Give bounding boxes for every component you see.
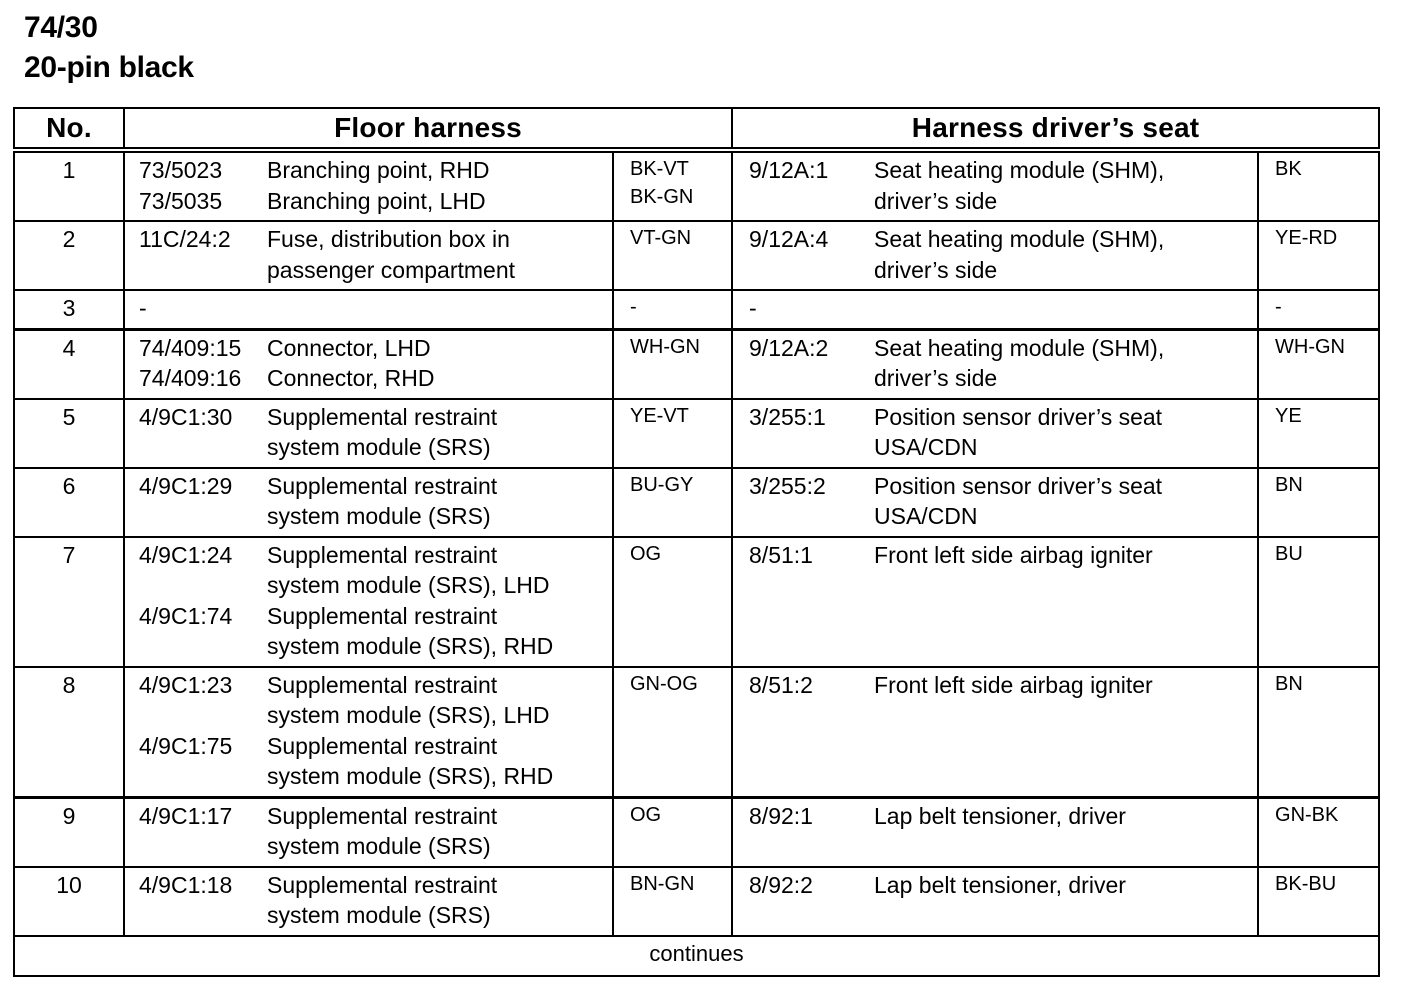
seat-ref — [732, 221, 874, 290]
floor-ref — [124, 537, 267, 667]
seat-desc — [874, 468, 1258, 537]
seat-ref — [732, 290, 874, 329]
floor-desc — [267, 221, 613, 290]
floor-desc-line: Supplemental restraint — [267, 472, 498, 499]
seat-wire-color — [1258, 399, 1379, 468]
seat-wire-color-line: - — [1275, 296, 1282, 318]
floor-desc-line: Branching point, RHD — [267, 157, 490, 183]
seat-ref-line: - — [749, 295, 757, 321]
seat-ref-line: 8/51:1 — [749, 541, 813, 568]
floor-desc — [267, 797, 613, 867]
seat-desc — [874, 290, 1258, 329]
seat-wire-color — [1258, 797, 1379, 867]
floor-desc — [267, 329, 613, 399]
floor-ref — [124, 329, 267, 399]
floor-desc-line: system module (SRS), RHD — [267, 633, 554, 659]
seat-ref — [732, 468, 874, 537]
seat-desc-line: USA/CDN — [874, 434, 978, 460]
floor-ref-line: 73/5035 — [139, 187, 223, 214]
floor-ref-line: 4/9C1:24 — [139, 541, 233, 568]
floor-wire-color-line: GN-OG — [630, 672, 698, 695]
pin-number: 6 — [14, 468, 124, 537]
seat-wire-color — [1258, 329, 1379, 399]
table-row — [14, 867, 1379, 936]
seat-ref — [732, 797, 874, 867]
floor-ref-line: 4/9C1:74 — [139, 602, 233, 629]
floor-desc-line: passenger compartment — [267, 256, 516, 283]
floor-desc-line: Connector, LHD — [267, 334, 431, 361]
footer-row — [14, 936, 1379, 976]
seat-desc-line: driver’s side — [874, 187, 998, 214]
floor-wire-color-line: - — [630, 296, 637, 318]
seat-desc-line: Lap belt tensioner, driver — [874, 802, 1126, 829]
seat-ref — [732, 150, 874, 221]
floor-desc-line: Branching point, LHD — [267, 187, 486, 214]
seat-ref-line: 9/12A:1 — [749, 157, 829, 183]
pin-number: 3 — [14, 290, 124, 329]
floor-wire-color — [613, 221, 732, 290]
seat-wire-color — [1258, 468, 1379, 537]
header-seat-harness: Harness driver’s seat — [732, 108, 1379, 150]
floor-desc-line: system module (SRS) — [267, 902, 491, 928]
table-body — [14, 150, 1379, 936]
seat-wire-color — [1258, 290, 1379, 329]
table-row — [14, 329, 1379, 399]
floor-desc-line: Supplemental restraint — [267, 602, 498, 629]
table-row — [14, 797, 1379, 867]
floor-desc-line: system module (SRS), LHD — [267, 572, 550, 598]
floor-ref — [124, 667, 267, 798]
floor-desc-line: Supplemental restraint — [267, 671, 498, 698]
floor-wire-color-line: BK-GN — [630, 186, 694, 208]
floor-desc-line: Supplemental restraint — [267, 871, 498, 898]
seat-desc — [874, 867, 1258, 936]
floor-ref-line — [139, 700, 267, 731]
floor-ref-line: 74/409:15 — [139, 334, 242, 361]
floor-desc — [267, 867, 613, 936]
floor-desc-line: Fuse, distribution box in — [267, 226, 510, 252]
seat-desc — [874, 329, 1258, 399]
floor-ref — [124, 221, 267, 290]
floor-ref-line: 4/9C1:75 — [139, 732, 233, 759]
floor-ref-line — [139, 570, 267, 601]
floor-ref — [124, 290, 267, 329]
pin-number: 1 — [14, 150, 124, 221]
floor-desc-line: system module (SRS) — [267, 503, 491, 529]
seat-desc-line: Lap belt tensioner, driver — [874, 871, 1126, 898]
seat-wire-color-line: WH-GN — [1275, 335, 1345, 358]
seat-ref — [732, 537, 874, 667]
pin-number: 7 — [14, 537, 124, 667]
table-row — [14, 399, 1379, 468]
seat-wire-color-line: YE-RD — [1275, 227, 1338, 249]
floor-ref-line: 73/5023 — [139, 157, 223, 183]
table-row — [14, 150, 1379, 221]
floor-desc-line: Connector, RHD — [267, 365, 435, 391]
floor-wire-color-line: BN-GN — [630, 872, 695, 895]
floor-desc — [267, 290, 613, 329]
seat-ref-line: 9/12A:2 — [749, 334, 829, 361]
floor-desc-line: system module (SRS), RHD — [267, 763, 554, 789]
pin-number: 10 — [14, 867, 124, 936]
seat-ref-line: 8/92:1 — [749, 802, 813, 829]
connector-id-title: 74/30 — [24, 11, 98, 44]
seat-desc-line: Front left side airbag igniter — [874, 541, 1153, 568]
floor-ref — [124, 399, 267, 468]
seat-wire-color-line: GN-BK — [1275, 803, 1339, 826]
floor-wire-color-line: BK-VT — [630, 158, 689, 180]
floor-wire-color — [613, 290, 732, 329]
seat-desc — [874, 221, 1258, 290]
floor-desc — [267, 537, 613, 667]
floor-wire-color-line: VT-GN — [630, 227, 692, 249]
floor-ref-line: 4/9C1:29 — [139, 472, 233, 499]
seat-desc-line: Seat heating module (SHM), — [874, 334, 1165, 361]
seat-desc-line: driver’s side — [874, 365, 998, 391]
floor-wire-color-line: WH-GN — [630, 335, 700, 358]
seat-ref-line: 3/255:2 — [749, 472, 826, 499]
seat-wire-color-line: YE — [1275, 404, 1302, 427]
floor-desc — [267, 399, 613, 468]
seat-desc — [874, 537, 1258, 667]
table-row — [14, 221, 1379, 290]
header-no: No. — [14, 108, 124, 150]
floor-wire-color — [613, 867, 732, 936]
table-header-row — [14, 108, 1379, 150]
floor-ref-line: 74/409:16 — [139, 365, 242, 391]
pin-number: 9 — [14, 797, 124, 867]
seat-wire-color-line: BN — [1275, 473, 1303, 496]
seat-ref-line: 8/51:2 — [749, 671, 813, 698]
floor-desc-line: Supplemental restraint — [267, 541, 498, 568]
seat-ref — [732, 399, 874, 468]
seat-wire-color — [1258, 221, 1379, 290]
continues-note: continues — [14, 936, 1379, 976]
floor-wire-color — [613, 399, 732, 468]
floor-desc — [267, 468, 613, 537]
floor-ref — [124, 468, 267, 537]
seat-wire-color-line: BK-BU — [1275, 872, 1337, 895]
seat-ref — [732, 867, 874, 936]
seat-desc-line: Position sensor driver’s seat — [874, 403, 1163, 430]
floor-wire-color-line: OG — [630, 803, 662, 826]
floor-desc-line: Supplemental restraint — [267, 802, 498, 829]
table-row — [14, 667, 1379, 798]
pin-number: 8 — [14, 667, 124, 798]
seat-ref-line: 9/12A:4 — [749, 226, 829, 252]
seat-wire-color — [1258, 667, 1379, 798]
seat-desc — [874, 667, 1258, 798]
seat-ref-line: 3/255:1 — [749, 403, 826, 430]
seat-wire-color-line: BU — [1275, 542, 1303, 565]
floor-ref — [124, 150, 267, 221]
floor-ref-line: 4/9C1:18 — [139, 871, 233, 898]
floor-wire-color-line: BU-GY — [630, 473, 694, 496]
seat-desc — [874, 399, 1258, 468]
floor-wire-color-line: OG — [630, 542, 662, 565]
floor-ref-line: 4/9C1:23 — [139, 671, 233, 698]
floor-ref — [124, 867, 267, 936]
table-row — [14, 537, 1379, 667]
seat-desc — [874, 797, 1258, 867]
floor-wire-color — [613, 667, 732, 798]
seat-wire-color — [1258, 537, 1379, 667]
pin-number: 2 — [14, 221, 124, 290]
pin-number: 4 — [14, 329, 124, 399]
floor-desc-line: system module (SRS) — [267, 833, 491, 859]
seat-wire-color — [1258, 150, 1379, 221]
seat-ref-line: 8/92:2 — [749, 871, 813, 898]
seat-wire-color-line: BK — [1275, 158, 1302, 180]
seat-wire-color — [1258, 867, 1379, 936]
seat-desc-line: USA/CDN — [874, 503, 978, 529]
seat-desc-line: Seat heating module (SHM), — [874, 157, 1165, 183]
seat-desc-line: Position sensor driver’s seat — [874, 472, 1163, 499]
floor-wire-color — [613, 797, 732, 867]
floor-wire-color-line: YE-VT — [630, 404, 689, 427]
pin-assignment-table — [13, 107, 1380, 977]
table-row — [14, 290, 1379, 329]
table-row — [14, 468, 1379, 537]
floor-wire-color — [613, 150, 732, 221]
header-floor-harness: Floor harness — [124, 108, 732, 150]
floor-ref-line: - — [139, 295, 147, 321]
seat-desc-line: driver’s side — [874, 256, 998, 283]
floor-ref — [124, 797, 267, 867]
floor-ref-line: 4/9C1:30 — [139, 403, 233, 430]
floor-desc-line: Supplemental restraint — [267, 403, 498, 430]
floor-wire-color — [613, 537, 732, 667]
floor-desc — [267, 667, 613, 798]
floor-desc-line: system module (SRS) — [267, 434, 491, 460]
floor-desc-line: Supplemental restraint — [267, 732, 498, 759]
connector-type-title: 20-pin black — [24, 51, 194, 84]
seat-wire-color-line: BN — [1275, 672, 1303, 695]
floor-ref-line: 11C/24:2 — [139, 226, 231, 252]
floor-desc — [267, 150, 613, 221]
seat-ref — [732, 667, 874, 798]
pin-number: 5 — [14, 399, 124, 468]
floor-ref-line: 4/9C1:17 — [139, 802, 233, 829]
seat-desc — [874, 150, 1258, 221]
floor-desc-line: system module (SRS), LHD — [267, 702, 550, 728]
floor-wire-color — [613, 468, 732, 537]
seat-ref — [732, 329, 874, 399]
seat-desc-line: Front left side airbag igniter — [874, 671, 1153, 698]
seat-desc-line: Seat heating module (SHM), — [874, 226, 1165, 252]
floor-wire-color — [613, 329, 732, 399]
